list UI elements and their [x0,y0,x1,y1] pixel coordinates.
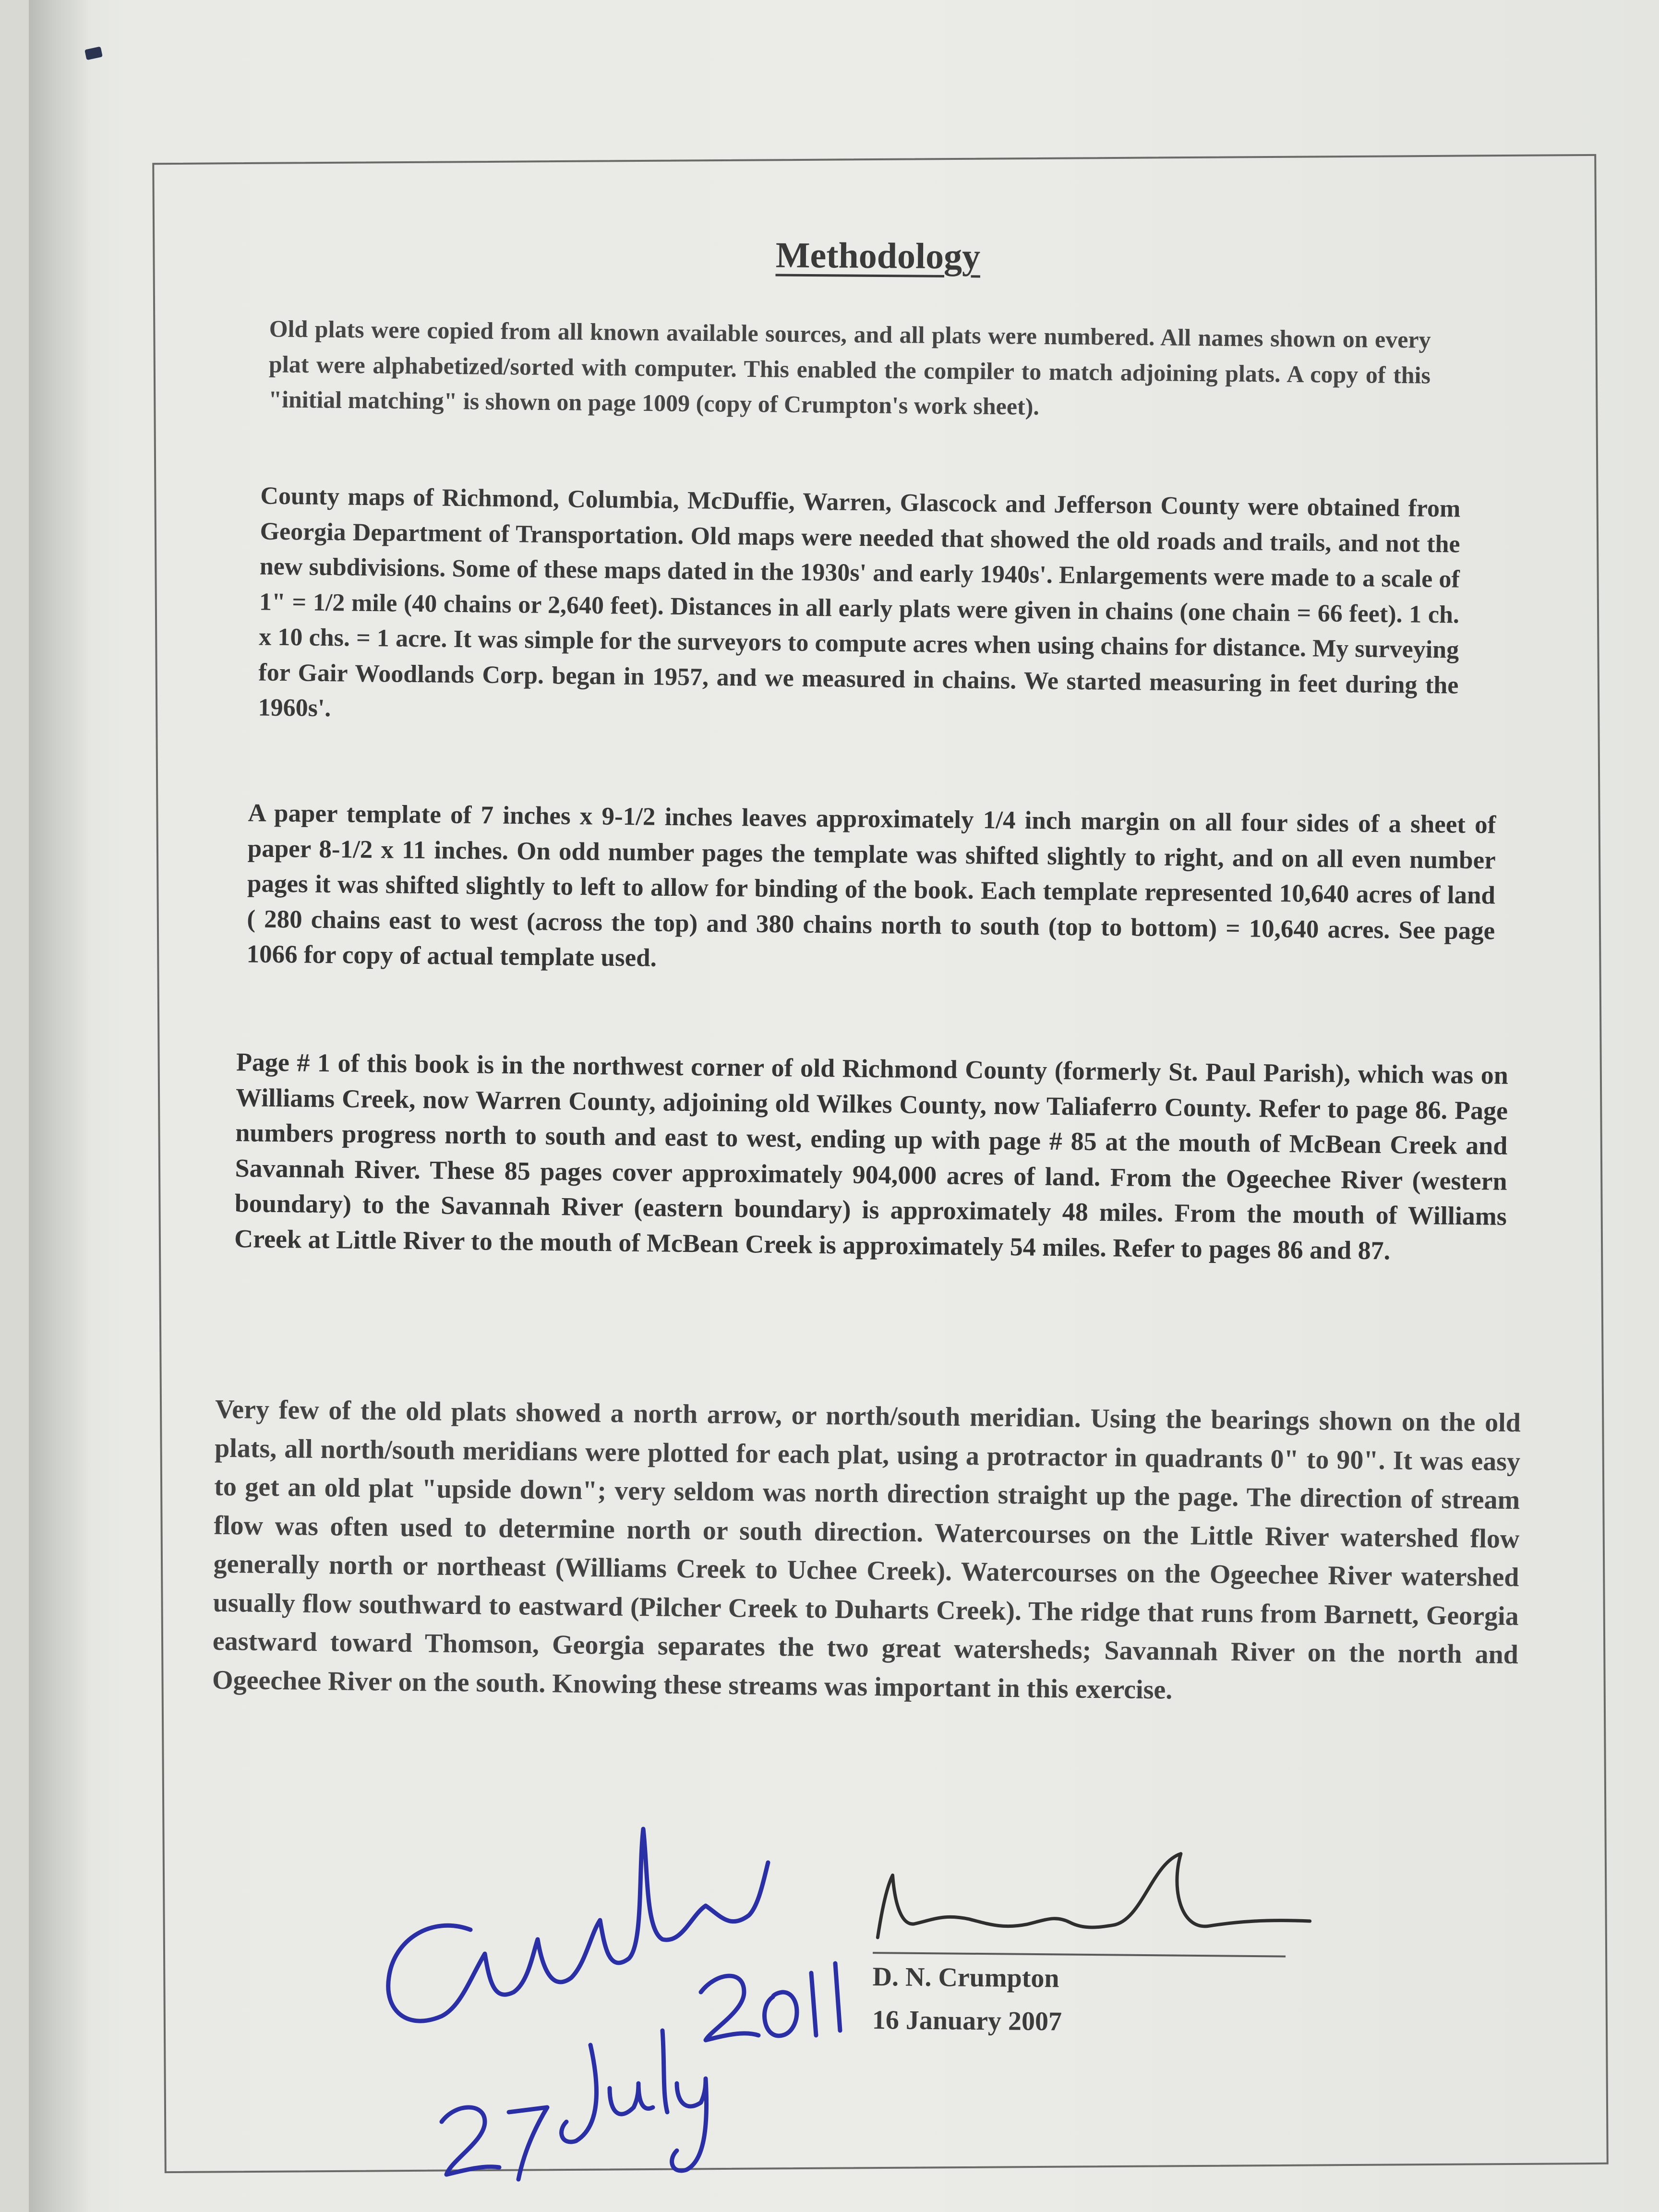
printed-signature-scribble [873,1846,1306,1965]
page-title: Methodology [775,235,981,277]
paragraph-county-maps: County maps of Richmond, Columbia, McDuffie, Warren, Glascock and Jefferson County were obtained from Georgia Department of Transportation. Old maps were needed that showed the old roads and trails, and not the new subdivisions. Some of these maps dated in the 1930s' and early 1940s'. Enlargements were made to a scale of 1" = 1/2 mile (40 chains or 2,640 feet). Distances in all early plats were given in chains (one chain = 66 feet). 1 ch. x 10 chs. = 1 acre. It was simple for the surveyors to compute acres when using chains for distance. My surveying for Gair Woodlands Corp. began in 1957, and we measured in chains. We started measuring in feet during the 1960s'. [258,482,1461,722]
signature-date: 16 January 2007 [872,2005,1062,2037]
paragraph-north-meridians: Very few of the old plats showed a north arrow, or north/south meridian. Using the bearings shown on the old plats, all north/south meridians were plotted for each plat, using a protractor in quadrants 0" to 90". It was easy to get an old plat "upside down"; very seldom was north direction straight up the page. The direction of stream flow was often used to determine north or south direction. Watercourses on the Little River watershed flow generally north or northeast (Williams Creek to Uchee Creek). Watercourses on the Ogeechee River watershed usually flow southward to eastward (Pilcher Creek to Duharts Creek). The ridge that runs from Barnett, Georgia eastward toward Thomson, Georgia separates the two great watersheds; Savannah River on the north and Ogeechee River on the south. Knowing these streams was important in this exercise. [212,1394,1521,1705]
paragraph-plat-copying: Old plats were copied from all known available sources, and all plats were numbered. All names shown on every plat were alphabetized/sorted with computer. This enabled the compiler to match adjoining plats. A copy of this "initial matching" is shown on page 1009 (copy of Crumpton's work sheet). [268,315,1431,420]
paragraph-paper-template: A paper template of 7 inches x 9-1/2 inches leaves approximately 1/4 inch margin on all four sides of a sheet of paper 8-1/2 x 11 inches. On odd number pages the template was shifted slightly to right, and on all even number pages it was shifted slightly to left to allow for binding of the book. Each template represented 10,640 acres of land ( 280 chains east to west (across the top) and 380 chains north to south (top to bottom) = 10,640 acres. See page 1066 for copy of actual template used. [246,799,1496,972]
paragraph-page-numbering: Page # 1 of this book is in the northwest corner of old Richmond County (formerly St. Paul Parish), which was on Williams Creek, now Warren County, adjoining old Wilkes County, now Taliaferro County. Refer to page 86. Page numbers progress north to south and east to west, ending up with page # 85 at the mouth of McBean Creek and Savannah River. These 85 pages cover approximately 904,000 acres of land. From the Ogeechee River (western boundary) to the Savannah River (eastern boundary) is approximately 48 miles. From the mouth of Williams Creek at Little River to the mouth of McBean Creek is approximately 54 miles. Refer to pages 86 and 87. [234,1047,1509,1265]
binding-shadow [29,0,91,2212]
signature-name: D. N. Crumpton [872,1962,1059,1994]
